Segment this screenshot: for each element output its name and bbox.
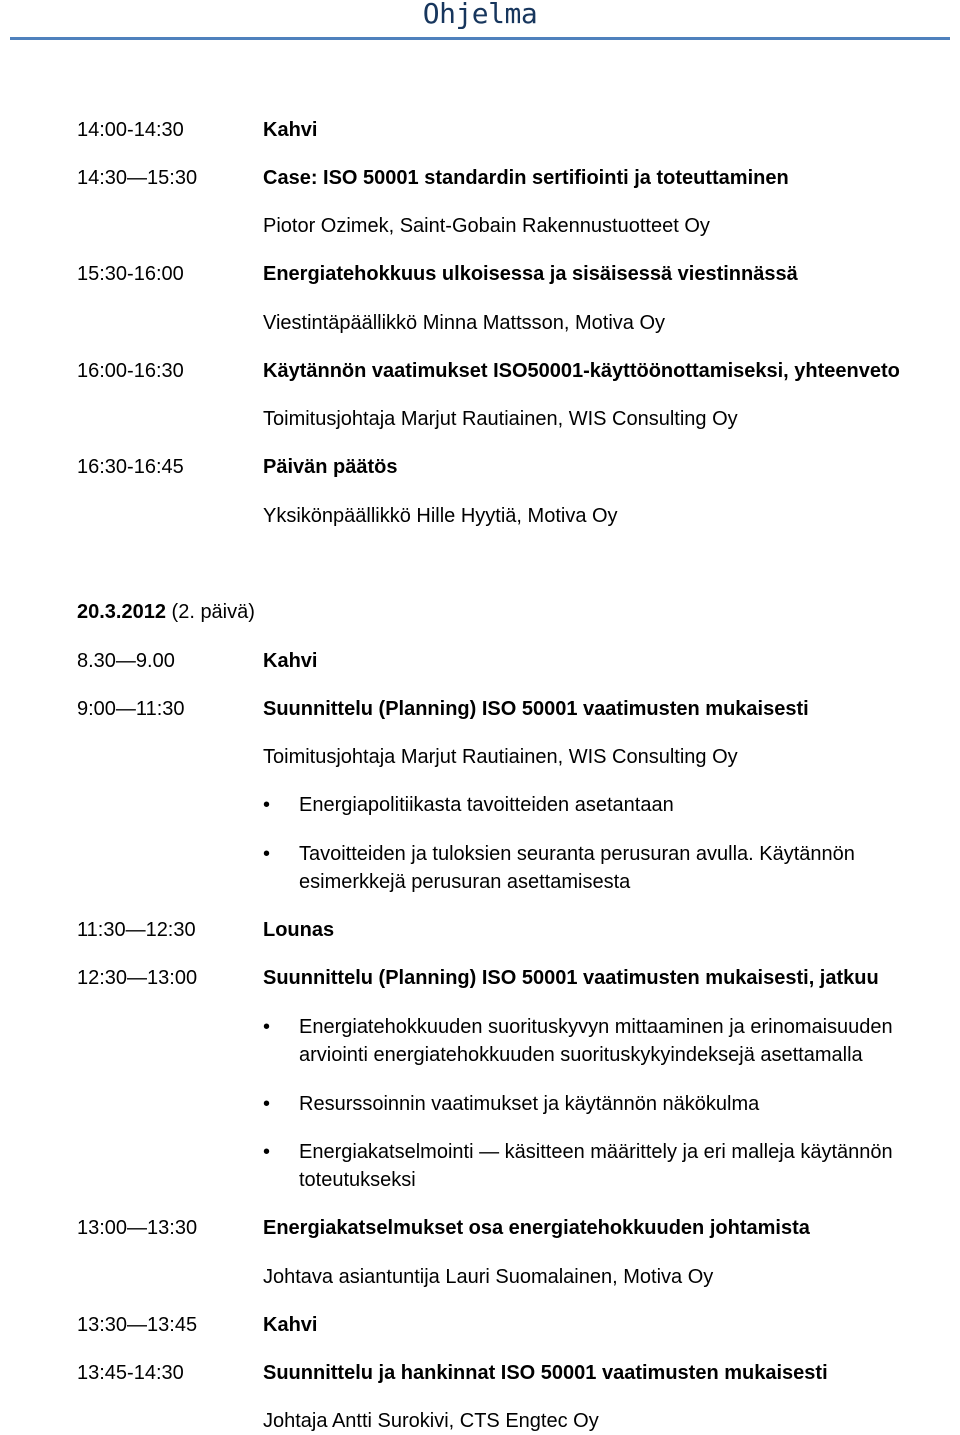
bullet-item: Energiapolitiikasta tavoitteiden asetantaan bbox=[299, 794, 674, 816]
session-title: Kahvi bbox=[263, 650, 318, 672]
day-heading bbox=[77, 600, 255, 624]
session-title: Case: ISO 50001 standardin sertifiointi ja toteuttaminen bbox=[263, 167, 789, 189]
session-speaker: Toimitusjohtaja Marjut Rautiainen, WIS Consulting Oy bbox=[263, 746, 738, 768]
session-speaker: Piotor Ozimek, Saint-Gobain Rakennustuotteet Oy bbox=[263, 215, 710, 237]
session-time: 12:30—13:00 bbox=[77, 967, 198, 989]
session-time: 14:00-14:30 bbox=[77, 119, 184, 141]
session-time: 8.30—9.00 bbox=[77, 650, 175, 672]
session-title: Suunnittelu ja hankinnat ISO 50001 vaatimusten mukaisesti bbox=[263, 1362, 828, 1384]
session-title: Suunnittelu (Planning) ISO 50001 vaatimusten mukaisesti bbox=[263, 698, 809, 720]
session-speaker: Viestintäpäällikkö Minna Mattsson, Motiva Oy bbox=[263, 312, 666, 334]
title-underline bbox=[10, 37, 950, 40]
bullet-item: Resurssoinnin vaatimukset ja käytännön näkökulma bbox=[299, 1093, 760, 1115]
session-speaker: Johtaja Antti Surokivi, CTS Engtec Oy bbox=[263, 1410, 599, 1432]
bullet-icon: • bbox=[263, 1141, 271, 1163]
session-title: Kahvi bbox=[263, 119, 318, 141]
session-time: 11:30—12:30 bbox=[77, 919, 196, 941]
day-label: (2. päivä) bbox=[165, 601, 255, 623]
bullet-item: Energiakatselmointi — käsitteen määrittely ja eri malleja käytännön toteutukseksi bbox=[299, 1141, 893, 1191]
session-time: 15:30-16:00 bbox=[77, 263, 184, 285]
session-time: 14:30—15:30 bbox=[77, 167, 198, 189]
bullet-item: Tavoitteiden ja tuloksien seuranta perusuran avulla. Käytännön esimerkkejä perusuran asettamisesta bbox=[299, 843, 855, 893]
bullet-icon: • bbox=[263, 794, 271, 816]
session-title: Suunnittelu (Planning) ISO 50001 vaatimusten mukaisesti, jatkuu bbox=[263, 967, 879, 989]
bullet-icon: • bbox=[263, 1016, 271, 1038]
day-date: 20.3.2012 bbox=[77, 601, 166, 623]
session-speaker: Toimitusjohtaja Marjut Rautiainen, WIS Consulting Oy bbox=[263, 408, 738, 430]
session-time: 13:00—13:30 bbox=[77, 1217, 198, 1239]
session-title: Kahvi bbox=[263, 1314, 318, 1336]
page-title: Ohjelma bbox=[422, 0, 538, 30]
bullet-icon: • bbox=[263, 843, 271, 865]
bullet-item: Energiatehokkuuden suorituskyvyn mittaaminen ja erinomaisuuden arviointi energiatehokkuuden suorituskykyindeksejä asettamalla bbox=[299, 1016, 893, 1066]
session-speaker: Johtava asiantuntija Lauri Suomalainen, Motiva Oy bbox=[263, 1266, 714, 1288]
session-title: Päivän päätös bbox=[263, 456, 398, 478]
session-speaker: Yksikönpäällikkö Hille Hyytiä, Motiva Oy bbox=[263, 505, 618, 527]
session-time: 16:30-16:45 bbox=[77, 456, 184, 478]
session-time: 9:00—11:30 bbox=[77, 698, 185, 720]
session-title: Energiakatselmukset osa energiatehokkuuden johtamista bbox=[263, 1217, 810, 1239]
session-title: Energiatehokkuus ulkoisessa ja sisäisessä viestinnässä bbox=[263, 263, 798, 285]
session-time: 13:45-14:30 bbox=[77, 1362, 184, 1384]
session-time: 13:30—13:45 bbox=[77, 1314, 198, 1336]
session-time: 16:00-16:30 bbox=[77, 360, 184, 382]
bullet-icon: • bbox=[263, 1093, 271, 1115]
session-title: Käytännön vaatimukset ISO50001-käyttöönottamiseksi, yhteenveto bbox=[263, 360, 900, 382]
session-title: Lounas bbox=[263, 919, 335, 941]
